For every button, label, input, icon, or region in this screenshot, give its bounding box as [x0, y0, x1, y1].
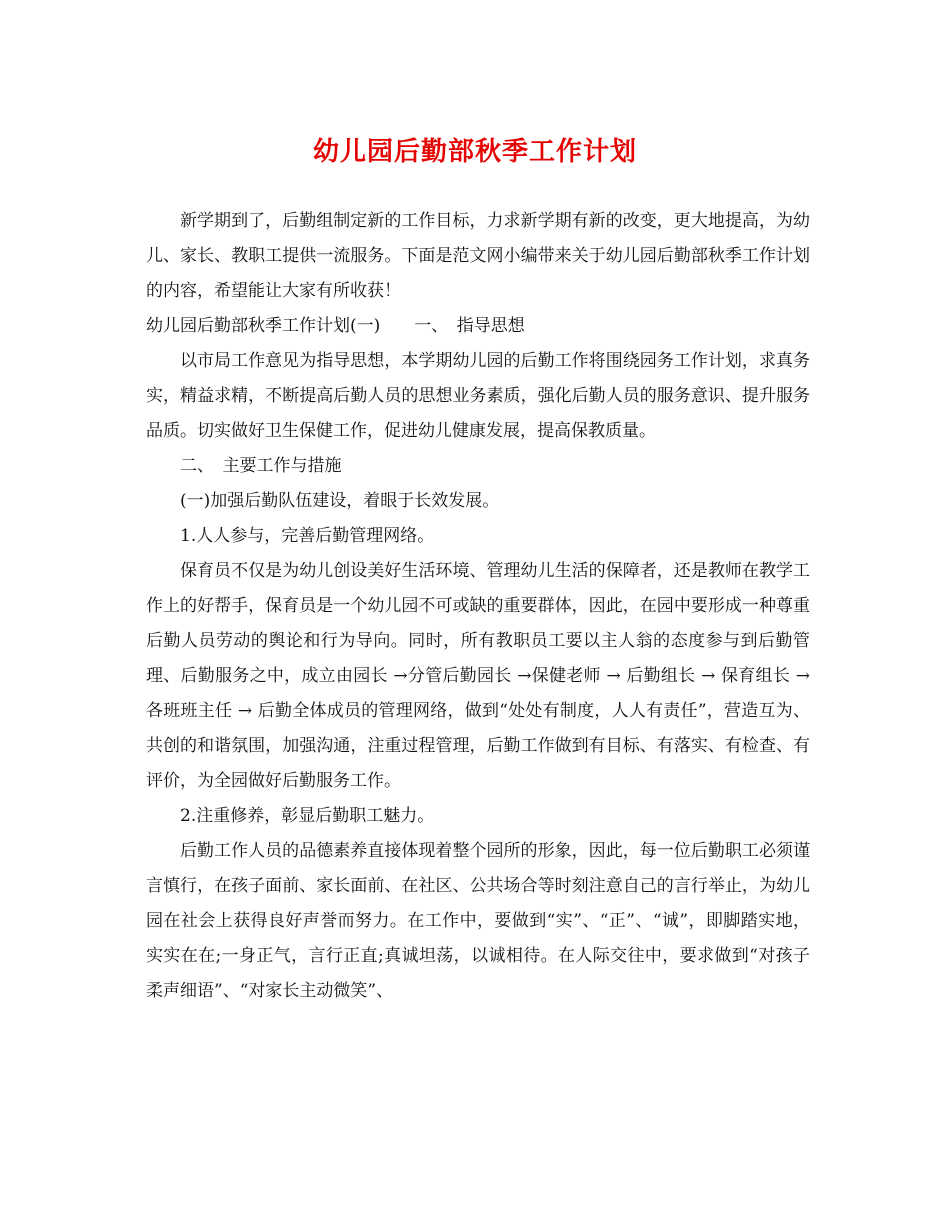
section-heading-main-work: 二、 主要工作与措施: [180, 456, 342, 476]
intro-paragraph: 新学期到了，后勤组制定新的工作目标，力求新学期有新的改变，更大地提高，为幼儿、家长、教职工提供一流服务。下面是范文网小编带来关于幼儿园后勤部秋季工作计划的内容，希望能让大家有所收获！: [146, 211, 810, 301]
document-title: 幼儿园后勤部秋季工作计划: [312, 137, 637, 167]
document-body: [146, 204, 810, 1009]
item-2-paragraph: 后勤工作人员的品德素养直接体现着整个园所的形象，因此，每一位后勤职工必须谨言慎行，在孩子面前、家长面前、在社区、公共场合等时刻注意自己的言行举止，为幼儿园在社会上获得良好声誉而努力。在工作中，要做到“实”、“正”、“诚”，即脚踏实地，实实在在;一身正气，言行正直;真诚坦荡，以诚相待。在人际交往中，要求做到“对孩子柔声细语”、“对家长主动微笑”、: [146, 841, 810, 1001]
guiding-thought-paragraph: 以市局工作意见为指导思想，本学期幼儿园的后勤工作将围绕园务工作计划，求真务实，精益求精，不断提高后勤人员的思想业务素质，强化后勤人员的服务意识、提升服务品质。切实做好卫生保健工作，促进幼儿健康发展，提高保教质量。: [146, 351, 810, 441]
item-1-paragraph: 保育员不仅是为幼儿创设美好生活环境、管理幼儿生活的保障者，还是教师在教学工作上的好帮手，保育员是一个幼儿园不可或缺的重要群体，因此，在园中要形成一种尊重后勤人员劳动的舆论和行为导向。同时，所有教职员工要以主人翁的态度参与到后勤管理、后勤服务之中，成立由园长 →分管后勤园长 →保健老师 → 后勤组长 → 保育组长 → 各班班主任 → 后勤全体成员的管理网络，做到“处处有制度，人人有责任”，营造互为、共创的和谐氛围，加强沟通，注重过程管理，后勤工作做到有目标、有落实、有检查、有评价，为全园做好后勤服务工作。: [146, 561, 810, 791]
item-heading-2: 2.注重修养，彰显后勤职工魅力。: [180, 806, 435, 826]
section-heading-plan-one: 幼儿园后勤部秋季工作计划(一) 一、 指导思想: [146, 316, 525, 336]
subsection-heading-team: (一)加强后勤队伍建设，着眼于长效发展。: [180, 491, 500, 511]
item-heading-1: 1.人人参与，完善后勤管理网络。: [180, 526, 435, 546]
